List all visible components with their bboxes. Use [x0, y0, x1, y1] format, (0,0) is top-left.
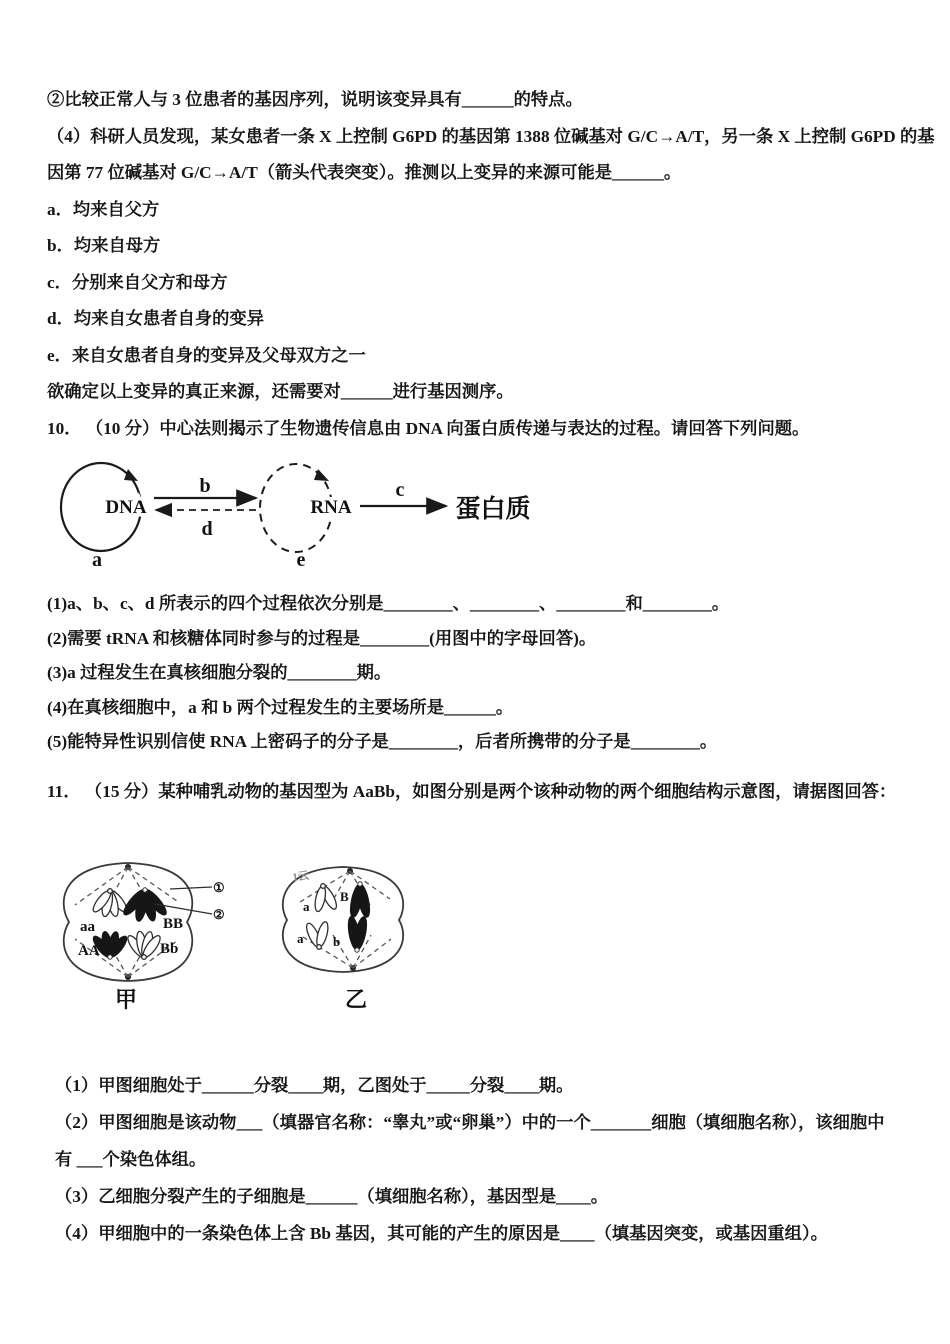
q10-sub1: (1)a、b、c、d 所表示的四个过程依次分别是________、________、________和________。 [47, 594, 730, 613]
yi-label-a-top: a [303, 899, 310, 914]
option-b: b．均来自母方 [47, 236, 161, 255]
callout-line-1 [170, 887, 212, 889]
jia-label-Bb: Bb [160, 941, 179, 957]
q11-sub3: （3）乙细胞分裂产生的子细胞是______（填细胞名称），基因型是____。 [55, 1187, 608, 1206]
cell-yi-spindle-fibers [300, 871, 391, 968]
cell-jia [64, 863, 225, 1012]
q11-sub2-line2: 有 ___个染色体组。 [55, 1150, 207, 1169]
central-dogma-figure [50, 449, 570, 579]
process-b-label: b [199, 475, 211, 497]
callout-1-badge: ① [213, 880, 225, 895]
chromosome-b-bottom [346, 916, 369, 953]
jia-label-BB: BB [163, 916, 184, 932]
cell-jia-caption: 甲 [115, 987, 138, 1012]
yi-label-B: B [340, 889, 349, 904]
process-d-label: d [201, 518, 213, 540]
option-e: e．来自女患者自身的变异及父母双方之一 [47, 345, 366, 365]
option-d: d．均来自女患者自身的变异 [47, 309, 264, 328]
jia-label-aa: aa [80, 919, 95, 935]
q10-sub5: (5)能特异性识别信使 RNA 上密码子的分子是________，后者所携带的分子是________。 [47, 732, 718, 751]
rna-label: RNA [310, 497, 352, 518]
yi-label-b: b [333, 934, 341, 949]
dna-label: DNA [105, 497, 147, 518]
process-a-label: a [92, 549, 102, 571]
q10-heading: 10． （10 分）中心法则揭示了生物遗传信息由 DNA 向蛋白质传递与表达的过程。请回答下列问题。 [47, 418, 810, 438]
chromosome-a-top [313, 884, 339, 913]
q11-sub4: （4）甲细胞中的一条染色体上含 Bb 基因，其可能的产生的原因是____（填基因突变，或基因重组）。 [55, 1224, 828, 1243]
protein-label: 蛋白质 [455, 496, 531, 523]
q10-sub4: (4)在真核细胞中，a 和 b 两个过程发生的主要场所是______。 [47, 697, 514, 717]
cell-division-figure [55, 857, 475, 1019]
q10-sub3: (3)a 过程发生在真核细胞分裂的________期。 [47, 663, 392, 682]
chromosome-B-top [348, 882, 372, 918]
cell-yi [283, 867, 403, 1012]
jia-label-AA: AA [78, 943, 100, 959]
option-c: c．分别来自父方和母方 [47, 272, 228, 292]
q9-closing-line: 欲确定以上变异的真正来源，还需要对______进行基因测序。 [47, 382, 514, 401]
callout-2-badge: ② [213, 907, 225, 922]
q10-subquestions [47, 587, 905, 760]
q9-sub4-line-2: 因第 77 位碱基对 G/C→A/T（箭头代表突变）。推测以上变异的来源可能是______。 [47, 163, 682, 182]
option-a: a．均来自父方 [47, 199, 160, 219]
q11-heading: 11． （15 分）某种哺乳动物的基因型为 AaBb，如图分别是两个该种动物的两个细胞结构示意图，请据图回答： [47, 781, 897, 801]
process-e-label: e [296, 549, 306, 571]
yi-label-a-bottom: a [297, 931, 304, 946]
dna-loop-arrowhead-icon [124, 469, 138, 481]
cell-yi-caption: 乙 [345, 987, 368, 1012]
q9-sub4-line-1: （4）科研人员发现，某女患者一条 X 上控制 G6PD 的基因第 1388 位碱基对 G/C→A/T，另一条 X 上控制 G6PD 的基 [47, 126, 935, 146]
q11-sub1: （1）甲图细胞处于______分裂____期，乙图处于_____分裂____期。 [55, 1076, 574, 1095]
chromosome-a-bottom [304, 921, 330, 950]
q9-sub2-line: ②比较正常人与 3 位患者的基因序列，说明该变异具有______的特点。 [47, 90, 583, 109]
process-c-label: c [395, 479, 405, 501]
q11-subquestions [47, 1067, 905, 1252]
scan-artifact-mark: 1云 [291, 869, 310, 884]
q11-sub2-line1: （2）甲图细胞是该动物___（填器官名称：“睾丸”或“卵巢”）中的一个_______细胞（填细胞名称），该细胞中 [55, 1113, 885, 1132]
q10-sub2: (2)需要 tRNA 和核糖体同时参与的过程是________(用图中的字母回答)。 [47, 628, 597, 648]
